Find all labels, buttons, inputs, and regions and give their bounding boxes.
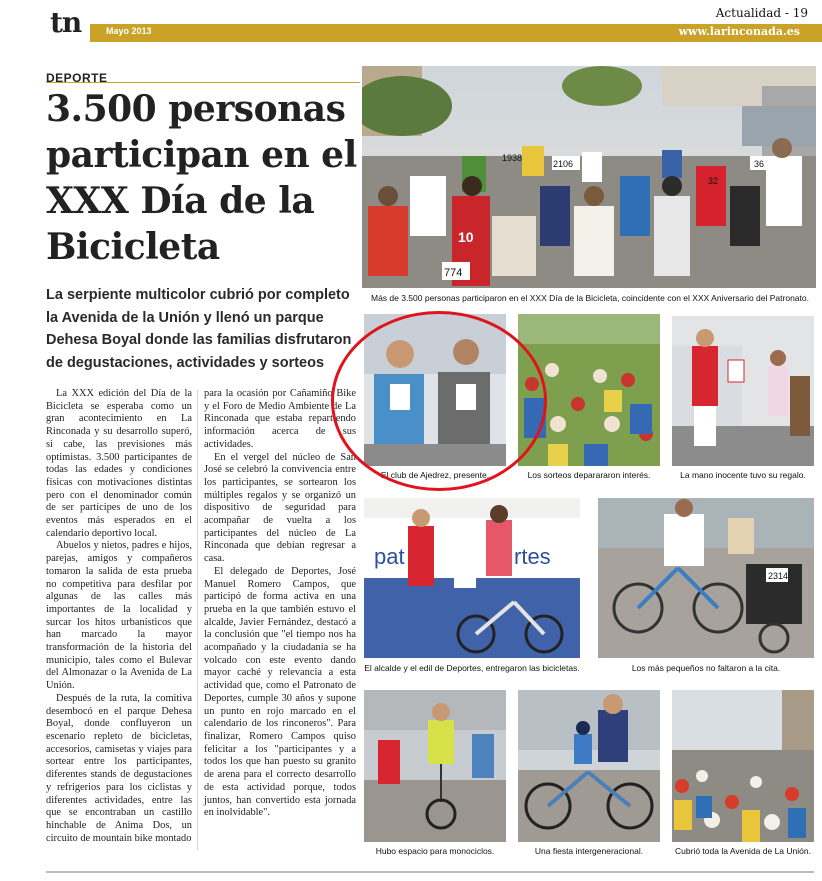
raffle-caption: Los sorteos deparararon interés. — [527, 470, 651, 480]
paragraph: En el vergel del núcleo de San José se celebró la convivencia entre los participantes, se sortearon los múltiples regalos y se organizó un dispositivo de seguridad para acompañar de vuelta a los participantes del núcleo de La Rinconada que debían regresar a casa. — [204, 451, 356, 565]
photo-intergenerational — [518, 690, 660, 842]
red-annotation-circle — [331, 311, 547, 491]
page-header — [40, 0, 822, 44]
bib-number: 36 — [754, 159, 765, 169]
photo-prize-draw — [672, 316, 814, 466]
svg-text:pat: pat — [374, 544, 405, 569]
bib-number: 10 — [458, 229, 474, 245]
bib-number: 1938 — [502, 153, 523, 163]
column-divider — [197, 390, 198, 850]
svg-text:rtes: rtes — [514, 544, 551, 569]
photo-avenue-crowd — [672, 690, 814, 842]
section-page-number: Actualidad - 19 — [715, 6, 808, 20]
paragraph: La XXX edición del Día de la Bicicleta se esperaba como un gran acontecimiento en La Rinconada y su desarrollo superó, si cabe, las previsiones más optimistas. 3.500 participantes de todas las edades y condiciones físicas con motivaciones distintas pero con el denominador común de ser partícipes de uno de los eventos más esperados en el calendario deportivo local. — [46, 388, 192, 539]
paragraph: Abuelos y nietos, padres e hijos, parejas, amigos y compañeros tomaron la salida de esta prueba no competitiva para desfilar por algunas de las calles más importantes de la localidad y surcar los hitos urbanísticos que han marcado la mayor transformación de la historia del municipio, tales como el Bulevar del Almonazar o la Avenida de La Unión. — [46, 540, 192, 692]
paragraph: para la ocasión por Cañamiño Bike y el Foro de Medio Ambiente de La Rinconada que estaba repartiendo información acerca de sus actividades. — [204, 388, 356, 450]
avenue-caption: Cubrió toda la Avenida de La Unión. — [675, 846, 811, 856]
photo-unicycles — [364, 690, 506, 842]
unicycle-caption: Hubo espacio para monociclos. — [375, 846, 495, 856]
body-column-2 — [204, 388, 356, 820]
chess-caption: El club de Ajedrez, presente. — [380, 470, 490, 480]
bib-number: 32 — [708, 176, 719, 186]
section-tag — [46, 67, 360, 83]
main-photo-caption: Más de 3.500 personas participaron en el XXX Día de la Bicicleta, coincidente con el XXX Aniversario del Patronato. — [370, 293, 809, 303]
main-photo-cyclists-avenue — [362, 66, 816, 288]
photo-kids-trailer — [598, 498, 814, 658]
hand-caption: La mano inocente tuvo su regalo. — [680, 470, 806, 480]
website-url[interactable]: www.larinconada.es — [678, 25, 800, 38]
publication-logo: tn — [50, 6, 82, 39]
intergenerational-caption: Una fiesta intergeneracional. — [534, 846, 644, 856]
bib-number: 2314 — [768, 571, 789, 581]
article-title: 3.500 personas participan en el XXX Día de la Bicicleta — [46, 88, 357, 268]
mayor-caption: El alcalde y el edil de Deportes, entregaron las bicicletas. — [364, 663, 580, 673]
bib-number: 2106 — [553, 159, 574, 169]
article-subtitle: La serpiente multicolor cubrió por completo la Avenida de la Unión y llenó un parque Dehesa Boyal donde las familias disfrutaron de degustaciones, actividades y sorteos — [46, 287, 352, 371]
bib-number: 774 — [444, 267, 463, 279]
body-column-1 — [46, 388, 192, 845]
photo-mayor-bikes — [364, 498, 580, 658]
kids-caption: Los más pequeños no faltaron a la cita. — [631, 663, 781, 673]
paragraph: El delegado de Deportes, José Manuel Romero Campos, que participó de forma activa en una prueba en la que también estuvo el alcalde, Javier Fernández, destacó a la conclusión que "el tiempo nos ha acompañado y la ciudadanía se ha volcado con este evento dando mayor caché y relevancia a esta actividad que, como el Patronato de Deportes, cumple 30 años y supone un punto en rojo marcado en el calendario de los rinconeros". Para finalizar, Romero Campos quiso felicitar a los "participantes y a todos los que han puesto su granito de arena para el correcto desarrollo de esta actividad porque, todos juntos, han convertido esta jornada en inolvidable". — [204, 565, 356, 819]
paragraph: Después de la ruta, la comitiva desembocó en el parque Dehesa Boyal, donde confluyeron un escenario repleto de bicicletas, accesorios, camisetas y viajes para sortear entre los participantes, diferentes stands de degustaciones y refrigerios para los ciclistas y diferentes actividades, entre las que se encontraban un castillo hinchable de Anima Dos, un circuito de mountain bike montado — [46, 692, 192, 844]
section-label: DEPORTE — [46, 71, 108, 85]
issue-date: Mayo 2013 — [106, 26, 152, 36]
bottom-rule — [46, 871, 814, 873]
